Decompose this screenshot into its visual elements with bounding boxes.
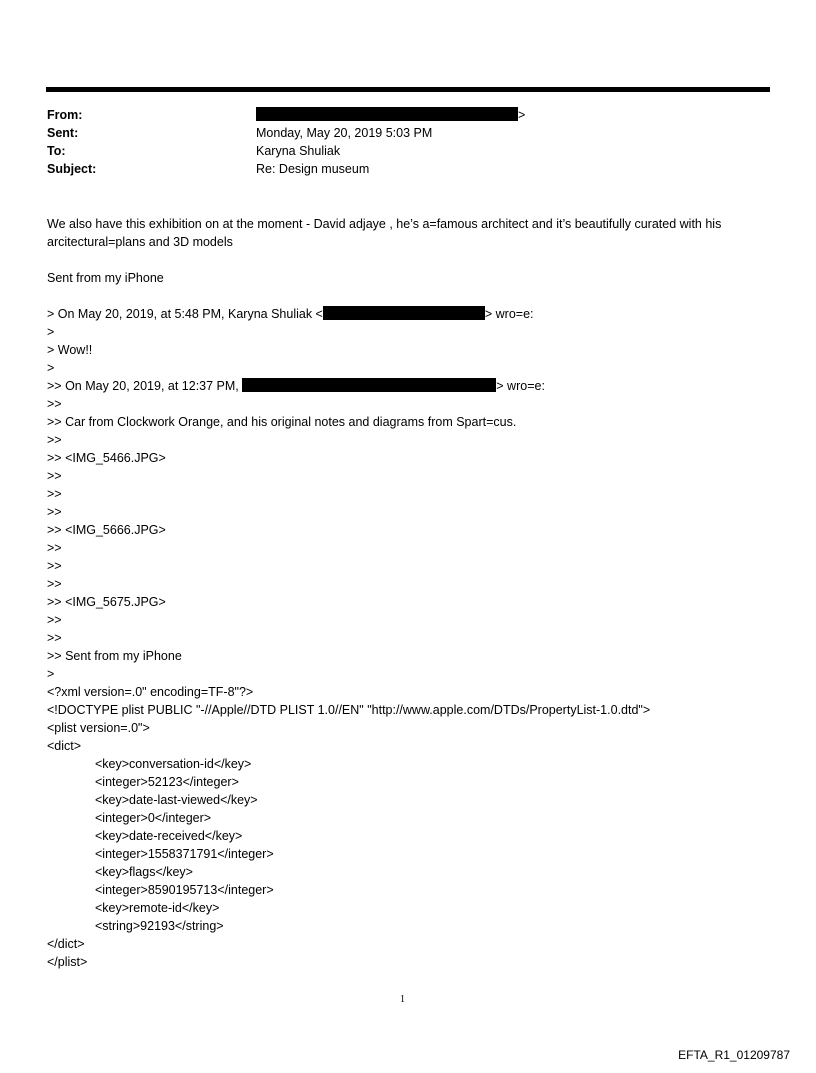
subject-label: Subject: xyxy=(47,162,97,176)
from-label: From: xyxy=(47,108,83,122)
quoted-line: >> Car from Clockwork Orange, and his original notes and diagrams from Spart=cus. xyxy=(47,415,517,429)
quoted-line: >> xyxy=(47,577,62,591)
quote-header-1 xyxy=(47,305,772,323)
plist-dict-line: <integer>8590195713</integer> xyxy=(95,883,274,897)
sent-from-line: Sent from my iPhone xyxy=(47,271,164,285)
quote-line: > xyxy=(47,325,55,339)
redaction-bar xyxy=(242,378,496,392)
to-value: Karyna Shuliak xyxy=(256,144,341,158)
plist-dict-line: <integer>1558371791</integer> xyxy=(95,847,274,861)
quoted-line: <dict> xyxy=(47,739,82,753)
quoted-line: >> xyxy=(47,505,62,519)
quoted-line: >> <IMG_5466.JPG> xyxy=(47,451,166,465)
quoted-line: >> xyxy=(47,613,62,627)
sent-value: Monday, May 20, 2019 5:03 PM xyxy=(256,126,433,140)
to-label: To: xyxy=(47,144,66,158)
plist-dict-line: <integer>52123</integer> xyxy=(95,775,239,789)
quoted-line: >> xyxy=(47,487,62,501)
quoted-line: >> xyxy=(47,433,62,447)
plist-dict-line: <key>flags</key> xyxy=(95,865,193,879)
quoted-line: >> Sent from my iPhone xyxy=(47,649,182,663)
quoted-line: >> xyxy=(47,469,62,483)
plist-dict-line: <key>date-last-viewed</key> xyxy=(95,793,258,807)
from-value xyxy=(256,106,525,124)
plist-dict-line: <string>92193</string> xyxy=(95,919,224,933)
plist-dict-line: <key>date-received</key> xyxy=(95,829,243,843)
redaction-bar xyxy=(323,306,485,320)
quoted-line: >> <IMG_5666.JPG> xyxy=(47,523,166,537)
quote-header-1-suffix: > wro=e: xyxy=(484,307,534,321)
quoted-line: <!DOCTYPE plist PUBLIC "-//Apple//DTD PLIST 1.0//EN" "http://www.apple.com/DTDs/PropertyList-1.0.dtd"> xyxy=(47,703,651,717)
body-paragraph: We also have this exhibition on at the moment - David adjaye , he’s a=famous architect and it’s beautifully curated with his arcitectural=plans and 3D models xyxy=(47,217,722,249)
quote-header-1-text: > On May 20, 2019, at 5:48 PM, Karyna Shuliak < xyxy=(47,307,323,321)
quoted-line: >> <IMG_5675.JPG> xyxy=(47,595,166,609)
close-dict-line: </dict> xyxy=(47,937,85,951)
quote-line: > Wow!! xyxy=(47,343,93,357)
quote-header-2-text: >> On May 20, 2019, at 12:37 PM, xyxy=(47,379,239,393)
document-id: EFTA_R1_01209787 xyxy=(678,1048,790,1062)
quoted-line: > xyxy=(47,667,55,681)
header-rule xyxy=(46,87,770,92)
page-number: 1 xyxy=(400,994,405,1005)
redaction-bar xyxy=(256,107,518,121)
subject-value: Re: Design museum xyxy=(256,162,370,176)
quoted-line: >> xyxy=(47,397,62,411)
plist-dict-line: <key>remote-id</key> xyxy=(95,901,220,915)
plist-dict-line: <key>conversation-id</key> xyxy=(95,757,252,771)
quoted-line: <?xml version=.0" encoding=TF-8"?> xyxy=(47,685,254,699)
close-plist-line: </plist> xyxy=(47,955,88,969)
quoted-line: >> xyxy=(47,541,62,555)
quote-header-2 xyxy=(47,377,772,395)
quote-header-2-suffix: > wro=e: xyxy=(496,379,545,393)
quoted-line: <plist version=.0"> xyxy=(47,721,150,735)
quoted-line: >> xyxy=(47,559,62,573)
from-suffix: > xyxy=(518,108,526,122)
quote-line: > xyxy=(47,361,55,375)
quoted-line: >> xyxy=(47,631,62,645)
sent-label: Sent: xyxy=(47,126,79,140)
plist-dict-line: <integer>0</integer> xyxy=(95,811,212,825)
